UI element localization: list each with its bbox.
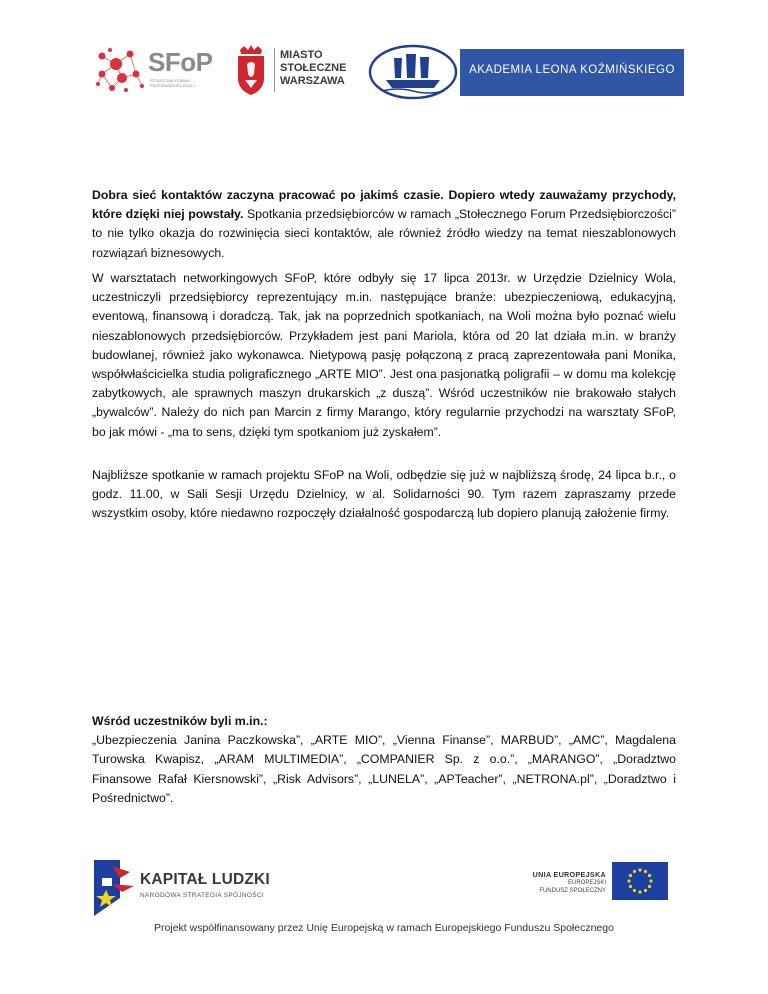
eu-star-icon <box>638 890 641 893</box>
sfop-logo <box>92 44 220 96</box>
warsaw-logo-line1: MIASTO <box>280 49 323 61</box>
eu-star-icon <box>633 889 636 892</box>
warsaw-crest-icon <box>234 44 268 96</box>
participants-heading: Wśród uczestników byli m.in.: <box>92 714 268 728</box>
eu-star-icon <box>648 874 651 877</box>
warsaw-logo <box>234 44 354 96</box>
eu-star-icon <box>638 868 641 871</box>
workshop-paragraph: W warsztatach networkingowych SFoP, które odbyły się 17 lipca 2013r. w Urzędzie Dzielnicy Wola, uczestniczyli przedsiębiorcy reprezentujący m.in. następujące branże: ubezpieczeniową, edukacyjną, eventową, finansową i doradczą. Tak, jak na poprzednich spotkaniach, na Woli można było poznać wielu nieszablonowych przedsiębiorców. Przykładem jest pani Mariola, która od 20 lat działa m.in. w branży budowlanej, również jako wykonawca. Nietypową pasję połączoną z pracą zaprezentowała pani Monika, współwłaścicielka studia poligraficznego „ARTE MIO”. Jest ona pasjonatką poligrafii – w domu ma kolekcję zabytkowych, ale sprawnych maszyn drukarskich „z duszą”. Wśród uczestników nie brakowało stałych „bywalców”. Należy do nich pan Marcin z firmy Marango, który regularnie przychodzi na warsztaty SFoP, bo jak mówi - „ma to sens, dzięki tym spotkaniom już zyskałem”. <box>92 271 676 439</box>
eu-star-icon <box>629 885 632 888</box>
participants-section <box>92 712 676 808</box>
ship-logo <box>368 44 458 100</box>
warsaw-logo-line3: WARSZAWA <box>280 75 345 87</box>
eu-star-icon <box>627 879 630 882</box>
intro-paragraph <box>92 186 676 263</box>
eu-star-icon <box>649 879 652 882</box>
intro-lead-bold: Dobra sieć kontaktów zaczyna pracować po jakimś czasie. Dopiero wtedy zauważamy przychody, które dzięki niej powstały. <box>92 188 676 222</box>
ue-line1: EUROPEJSKI <box>567 880 606 886</box>
next-meeting-paragraph: Najbliższe spotkanie w ramach projektu SFoP na Woli, odbędzie się już w najbliższą środę, 24 lipca b.r., o godz. 11.00, w Sali Sesji Urzędu Dzielnicy, w al. Solidarności 90. Tym razem zapraszamy przede wszystkim osoby, które niedawno rozpoczęły działalność gospodarczą lub dopiero planują założenie firmy. <box>92 468 676 521</box>
kapital-ludzki-emblem-icon <box>90 858 136 918</box>
network-dots-icon <box>92 44 146 96</box>
intro-rest: Spotkania przedsiębiorców w ramach „Stołecznego Forum Przedsiębiorczości” to nie tylko okazja do rozwinięcia sieci kontaktów, ale również źródło wiedzy na temat nieszablonowych rozwiązań biznesowych. <box>92 207 676 260</box>
kapital-ludzki-logo <box>90 858 290 918</box>
kapital-ludzki-subtitle: NARODOWA STRATEGIA SPÓJNOŚCI <box>140 892 264 899</box>
sfop-logo-name: SFoP <box>148 47 213 77</box>
footer-cofinancing-note: Projekt współfinansowany przez Unię Europejską w ramach Europejskiego Funduszu Społecznego <box>154 922 614 934</box>
eu-flag-icon <box>612 862 668 900</box>
kapital-ludzki-title: KAPITAŁ LUDZKI <box>140 871 270 888</box>
ue-line2: FUNDUSZ SPOŁECZNY <box>539 888 606 894</box>
eu-star-icon <box>644 889 647 892</box>
participants-list: „Ubezpieczenia Janina Paczkowska”, „ARTE MIO”, „Vienna Finanse”, MARBUD”, „AMC”, Magdalena Turowska Kwapisz, „ARAM MULTIMEDIA”, „COMPANIER Sp. z o.o.”, „MARANGO”, „Doradztwo Finansowe Rafał Kiersnowski”, „Risk Advisors”, „LUNELA”, „APTeacher”, „NETRONA.pl”, „Doradztwo i Pośrednictwo”. <box>92 733 676 805</box>
akademia-logo <box>460 49 684 96</box>
ue-title: UNIA EUROPEJSKA <box>532 870 606 879</box>
warsaw-logo-divider <box>274 48 275 92</box>
eu-star-icon <box>633 870 636 873</box>
sfop-logo-subtitle: STOŁECZNE FORUM PRZEDSIĘBIORCZOŚCI <box>150 78 195 88</box>
eu-star-icon <box>629 874 632 877</box>
sailing-ship-icon <box>368 44 458 100</box>
warsaw-logo-text <box>280 49 346 88</box>
eu-star-icon <box>644 870 647 873</box>
warsaw-logo-line2: STOŁECZNE <box>280 62 347 74</box>
eu-star-icon <box>648 885 651 888</box>
akademia-logo-text: AKADEMIA LEONA KOŹMIŃSKIEGO <box>469 64 675 76</box>
ue-logo-text <box>520 870 606 895</box>
